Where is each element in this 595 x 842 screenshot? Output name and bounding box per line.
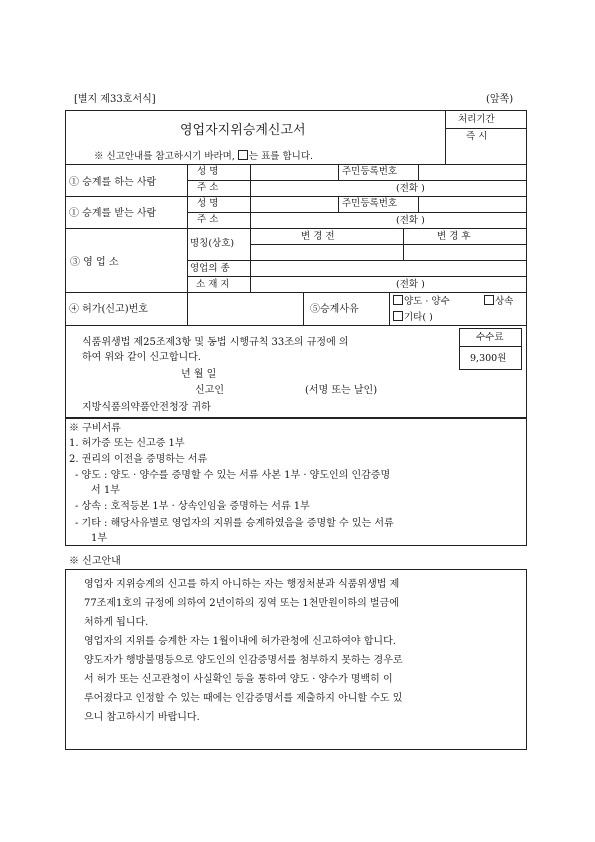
transferor-name-label: 성 명 [197,166,219,177]
business-type-field[interactable] [252,262,525,275]
fee-label: 수수료 [476,332,504,343]
transferee-resident-field[interactable] [420,198,524,211]
document-item: - 기타 : 해당사유별로 영업자의 지위를 승계하였음을 증명할 수 있는 서류 [75,518,394,529]
guide-line: 영업자의 지위를 승계한 자는 1월이내에 허가관청에 신고하여야 합니다. [84,636,396,647]
business-name-after-field[interactable] [405,246,525,259]
transferee-address-label: 주 소 [197,214,219,225]
addressee: 지방식품의약품안전청장 귀하 [82,402,211,413]
guide-line: 영업자 지위승계의 신고를 하지 아니하는 자는 행정처분과 식품위생법 제 [84,579,400,590]
processing-period-label: 처리기간 [458,114,495,125]
document-item: 1부 [91,533,108,544]
business-label: ③ 영 업 소 [70,257,119,268]
processing-period-value: 즉 시 [466,131,488,142]
business-phone[interactable]: (전화 ) [396,279,425,290]
form-note: ※ 신고안내를 참고하시기 바라며, 는 표를 합니다. [94,151,314,162]
business-location-label: 소 재 지 [196,279,230,290]
business-name-label: 명칭(상호) [190,238,235,249]
documents-title: ※ 구비서류 [69,423,121,434]
form-number: [별지 제33호서식] [74,94,156,105]
signature-label[interactable]: (서명 또는 날인) [305,385,378,396]
checkbox-icon [393,311,403,321]
transferor-address-label: 주 소 [197,182,219,193]
business-before-label: 변 경 전 [301,231,335,242]
page-side-label: (앞쪽) [486,94,514,105]
declaration-line-2: 하여 위와 같이 신고합니다. [82,352,201,363]
transferee-name-field[interactable] [252,198,336,211]
succession-reason-label: ⑤승계사유 [310,304,359,315]
transferor-name-field[interactable] [252,166,336,179]
checkbox-icon [484,295,494,305]
transferee-phone[interactable]: (전화 ) [396,215,425,226]
document-item: 2. 권리의 이전을 증명하는 서류 [69,454,208,465]
checkbox-icon [393,295,403,305]
document-item: 1. 허가증 또는 신고증 1부 [69,438,185,449]
guide-line: 루어졌다고 인정할 수 있는 때에는 인감증명서를 제출하지 아니할 수도 있 [84,693,403,704]
guide-line: 77조제1호의 규정에 의하여 2년이하의 징역 또는 1천만원이하의 벌금에 [84,598,399,609]
guide-title: ※ 신고안내 [69,556,121,567]
fee-value: 9,300원 [470,353,507,364]
form-title: 영업자지위승계신고서 [180,123,306,138]
option-other[interactable]: 기타( ) [393,311,433,324]
document-item: - 양도 : 양도 · 양수를 증명할 수 있는 서류 사본 1부 · 양도인의 인감증명 [75,470,391,481]
transferor-resident-field[interactable] [420,166,524,179]
guide-line: 양도자가 행방불명등으로 양도인의 인감증명서를 첨부하지 못하는 경우로 [84,655,403,666]
document-item: - 상속 : 호적등본 1부 · 상속인임을 증명하는 서류 1부 [75,501,310,512]
license-number-label: ④ 허가(신고)번호 [69,304,148,315]
transferee-name-label: 성 명 [197,198,219,209]
license-number-field[interactable] [189,295,301,323]
business-type-label: 영업의 종 [190,263,230,274]
guide-line: 처하게 됩니다. [84,617,149,628]
reporter-label: 신고인 [195,385,224,396]
business-name-before-field[interactable] [252,246,401,259]
option-inheritance[interactable]: 상속 [484,295,513,308]
guide-line: 으니 참고하시기 바랍니다. [84,712,200,723]
transferor-resident-label: 주민등록번호 [342,166,398,177]
business-after-label: 변 경 후 [437,231,471,242]
transferee-label: ① 승계를 받는 사람 [69,208,157,219]
transferor-label: ① 승계를 하는 사람 [69,177,157,188]
guide-line: 서 허가 또는 신고관청이 사실확인 등을 통하여 양도 · 양수가 명백히 이 [84,674,393,685]
option-transfer[interactable]: 양도 · 양수 [393,295,450,308]
transferor-phone[interactable]: (전화 ) [396,183,425,194]
declaration-date[interactable]: 년 월 일 [181,369,217,380]
declaration-line-1: 식품위생법 제25조제3항 및 동법 시행규칙 33조의 규정에 의 [82,337,349,348]
checkbox-icon [238,150,248,160]
document-item: 서 1부 [91,485,120,496]
transferee-resident-label: 주민등록번호 [342,198,398,209]
